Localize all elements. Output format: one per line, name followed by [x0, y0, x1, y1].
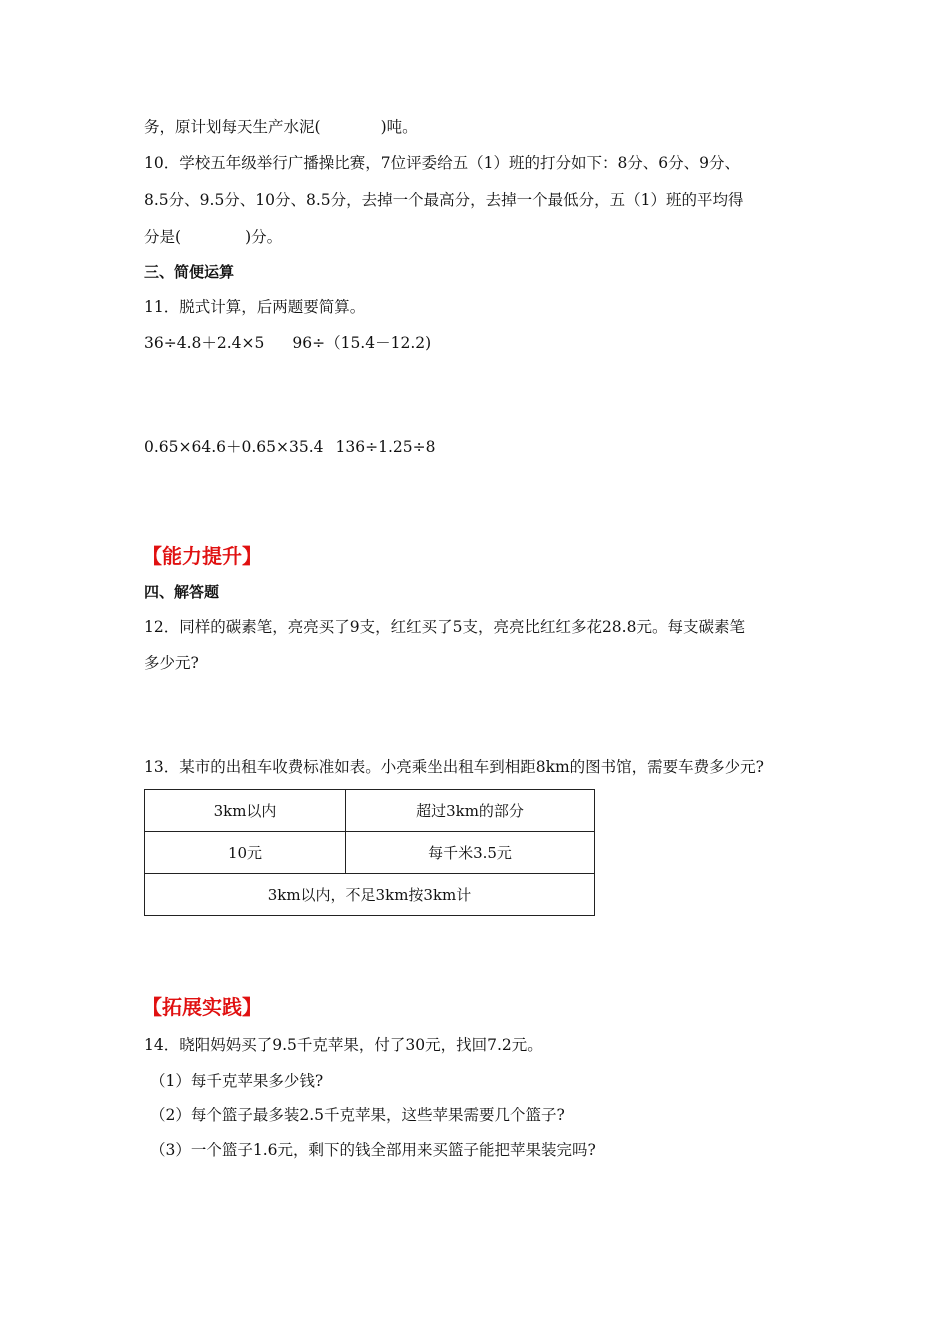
question-9-text-after: )吨。	[380, 118, 418, 136]
table-row	[145, 832, 595, 874]
table-cell: 10元	[145, 832, 346, 874]
question-10-line-1: 10．学校五年级举行广播操比赛，7位评委给五（1）班的打分如下：8分、6分、9分、	[144, 154, 741, 172]
question-11-expressions-row-1	[144, 333, 431, 353]
expression-4: 136÷1.25÷8	[335, 438, 436, 456]
question-10-line-2: 8.5分、9.5分、10分、8.5分，去掉一个最高分，去掉一个最低分，五（1）班的平均得	[144, 191, 744, 209]
expression-2: 96÷（15.4－12.2)	[292, 334, 432, 352]
question-10-text-after: )分。	[245, 228, 283, 246]
question-10-line-3	[144, 227, 282, 247]
expression-3: 0.65×64.6＋0.65×35.4	[144, 438, 324, 456]
question-13-prompt: 13．某市的出租车收费标准如表。小亮乘坐出租车到相距8km的图书馆，需要车费多少元?	[144, 758, 764, 776]
table-row	[145, 874, 595, 916]
section-3-title: 三、简便运算	[144, 263, 235, 281]
question-9-text-before: 务，原计划每天生产水泥(	[144, 118, 321, 136]
table-row	[145, 790, 595, 832]
question-12-line-1: 12．同样的碳素笔，亮亮买了9支，红红买了5支，亮亮比红红多花28.8元。每支碳素笔	[144, 618, 745, 636]
question-12-line-2: 多少元?	[144, 654, 199, 672]
question-11-prompt: 11．脱式计算，后两题要简算。	[144, 298, 366, 316]
question-10-text-before: 分是(	[144, 228, 182, 246]
question-14-sub-1: （1）每千克苹果多少钱?	[150, 1072, 324, 1090]
practice-section-title: 【拓展实践】	[142, 995, 262, 1019]
question-9-continuation	[144, 117, 418, 137]
table-header-cell: 超过3km的部分	[346, 790, 595, 832]
taxi-fare-table	[144, 789, 595, 916]
table-cell: 每千米3.5元	[346, 832, 595, 874]
question-14-prompt: 14．晓阳妈妈买了9.5千克苹果，付了30元，找回7.2元。	[144, 1036, 543, 1054]
table-header-cell: 3km以内	[145, 790, 346, 832]
section-4-title: 四、解答题	[144, 583, 220, 601]
table-note-cell: 3km以内，不足3km按3km计	[145, 874, 595, 916]
question-11-expressions-row-2	[144, 437, 435, 457]
ability-section-title: 【能力提升】	[142, 544, 262, 568]
question-14-sub-2: （2）每个篮子最多装2.5千克苹果，这些苹果需要几个篮子?	[150, 1106, 565, 1124]
question-14-sub-3: （3）一个篮子1.6元，剩下的钱全部用来买篮子能把苹果装完吗?	[150, 1141, 596, 1159]
expression-1: 36÷4.8＋2.4×5	[144, 334, 265, 352]
